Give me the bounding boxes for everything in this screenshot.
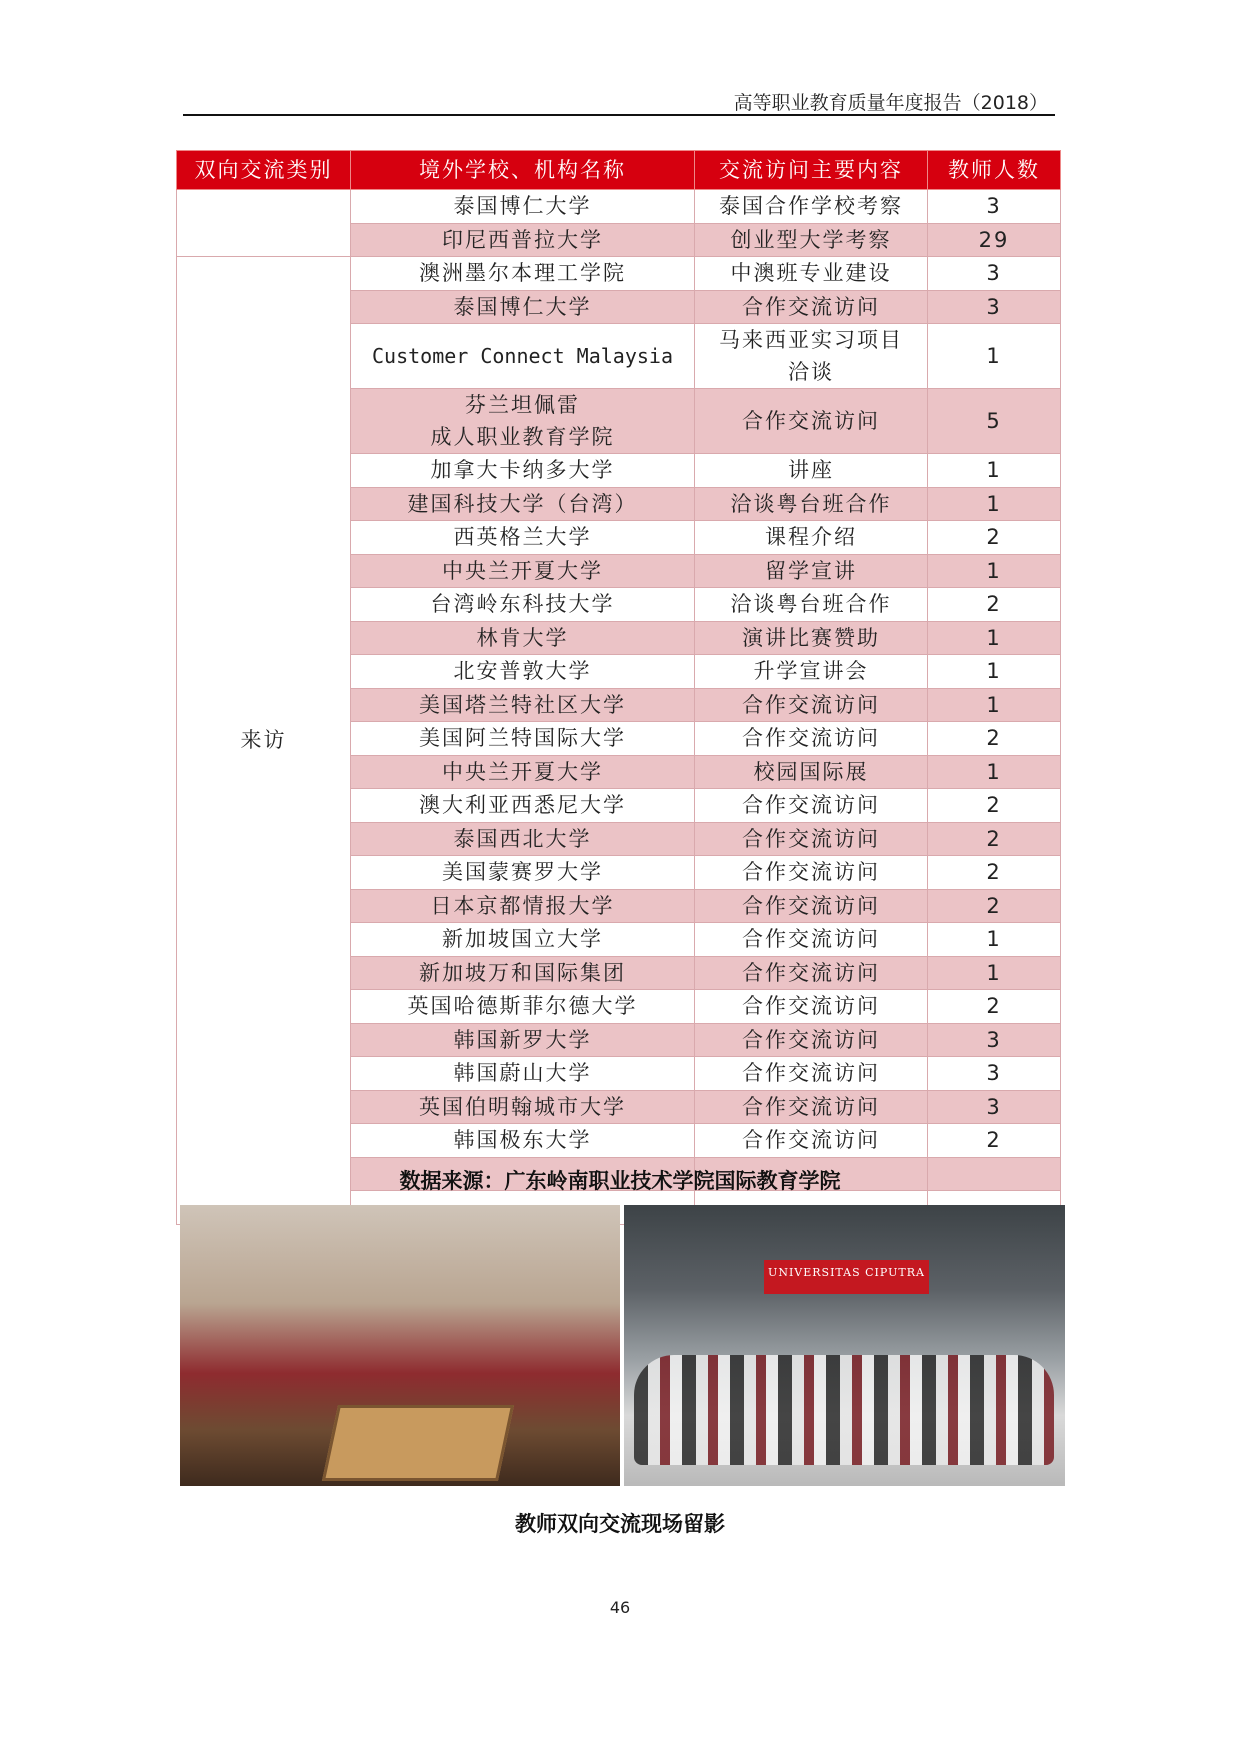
photo-group-ciputra (624, 1205, 1065, 1486)
content-cell: 合作交流访问 (695, 990, 928, 1024)
university-banner (764, 1260, 929, 1294)
category-cell: 来访 (177, 257, 351, 1225)
institution-cell: 林肯大学 (351, 621, 695, 655)
content-cell (695, 324, 928, 389)
content-cell: 合作交流访问 (695, 923, 928, 957)
content-cell: 演讲比赛赞助 (695, 621, 928, 655)
institution-cell: 西英格兰大学 (351, 521, 695, 555)
count-cell: 3 (928, 1057, 1061, 1091)
header-rule (183, 114, 1055, 116)
content-cell: 合作交流访问 (695, 822, 928, 856)
count-cell: 1 (928, 487, 1061, 521)
header-teacher-count: 教师人数 (928, 151, 1061, 190)
header-institution: 境外学校、机构名称 (351, 151, 695, 190)
page-number: 46 (609, 1598, 631, 1617)
group-crowd-shape (634, 1355, 1054, 1465)
content-cell: 合作交流访问 (695, 290, 928, 324)
photo-chess-visit (180, 1205, 620, 1486)
count-cell: 1 (928, 554, 1061, 588)
institution-cell: 建国科技大学（台湾） (351, 487, 695, 521)
photo-caption: 教师双向交流现场留影 (515, 1512, 725, 1536)
count-cell: 29 (928, 223, 1061, 257)
content-cell: 合作交流访问 (695, 789, 928, 823)
count-cell: 1 (928, 755, 1061, 789)
count-cell: 1 (928, 956, 1061, 990)
count-cell: 2 (928, 990, 1061, 1024)
content-cell: 合作交流访问 (695, 1023, 928, 1057)
content-cell: 泰国合作学校考察 (695, 190, 928, 224)
header-title: 高等职业教育质量年度报告（2018） (733, 92, 1048, 114)
institution-cell: 澳洲墨尔本理工学院 (351, 257, 695, 291)
institution-cell: 中央兰开夏大学 (351, 554, 695, 588)
institution-cell: 美国塔兰特社区大学 (351, 688, 695, 722)
count-cell: 1 (928, 923, 1061, 957)
institution-cell: 北安普敦大学 (351, 655, 695, 689)
content-cell: 合作交流访问 (695, 1057, 928, 1091)
data-source-note: 数据来源：广东岭南职业技术学院国际教育学院 (399, 1169, 841, 1193)
institution-cell: 英国哈德斯菲尔德大学 (351, 990, 695, 1024)
institution-line: 芬兰坦佩雷 (465, 393, 580, 417)
institution-cell: 新加坡国立大学 (351, 923, 695, 957)
content-cell: 校园国际展 (695, 755, 928, 789)
institution-cell: 泰国博仁大学 (351, 290, 695, 324)
count-cell: 3 (928, 290, 1061, 324)
count-cell: 2 (928, 521, 1061, 555)
exchange-table (176, 150, 1061, 1225)
content-cell: 讲座 (695, 454, 928, 488)
count-cell: 1 (928, 688, 1061, 722)
institution-line: 成人职业教育学院 (430, 425, 615, 449)
content-cell: 合作交流访问 (695, 389, 928, 454)
institution-cell: 英国伯明翰城市大学 (351, 1090, 695, 1124)
institution-cell: 台湾岭东科技大学 (351, 588, 695, 622)
institution-cell: 泰国西北大学 (351, 822, 695, 856)
institution-cell: 韩国极东大学 (351, 1124, 695, 1158)
count-cell: 1 (928, 621, 1061, 655)
institution-cell: 泰国博仁大学 (351, 190, 695, 224)
count-cell: 2 (928, 822, 1061, 856)
institution-cell: 新加坡万和国际集团 (351, 956, 695, 990)
institution-cell: 印尼西普拉大学 (351, 223, 695, 257)
content-cell: 中澳班专业建设 (695, 257, 928, 291)
count-cell: 2 (928, 789, 1061, 823)
institution-cell: 韩国新罗大学 (351, 1023, 695, 1057)
content-cell: 合作交流访问 (695, 722, 928, 756)
institution-cell: 日本京都情报大学 (351, 889, 695, 923)
count-cell: 3 (928, 257, 1061, 291)
content-cell: 洽谈粤台班合作 (695, 487, 928, 521)
count-cell: 2 (928, 889, 1061, 923)
category-cell (177, 190, 351, 257)
count-cell: 3 (928, 190, 1061, 224)
count-cell: 1 (928, 655, 1061, 689)
count-cell: 5 (928, 389, 1061, 454)
content-line: 马来西亚实习项目 (719, 328, 903, 352)
count-cell: 3 (928, 1023, 1061, 1057)
institution-cell: 韩国蔚山大学 (351, 1057, 695, 1091)
content-cell: 洽谈粤台班合作 (695, 588, 928, 622)
institution-cell: Customer Connect Malaysia (351, 324, 695, 389)
content-cell: 合作交流访问 (695, 956, 928, 990)
header-content: 交流访问主要内容 (695, 151, 928, 190)
content-cell: 创业型大学考察 (695, 223, 928, 257)
table-header-row (177, 151, 1061, 190)
table-row (177, 190, 1061, 224)
content-cell: 合作交流访问 (695, 889, 928, 923)
institution-cell: 中央兰开夏大学 (351, 755, 695, 789)
institution-cell: 美国蒙赛罗大学 (351, 856, 695, 890)
institution-cell: 加拿大卡纳多大学 (351, 454, 695, 488)
institution-cell: 美国阿兰特国际大学 (351, 722, 695, 756)
count-cell: 2 (928, 856, 1061, 890)
count-cell: 2 (928, 588, 1061, 622)
content-cell: 合作交流访问 (695, 1124, 928, 1158)
content-cell: 合作交流访问 (695, 1090, 928, 1124)
count-cell: 2 (928, 1124, 1061, 1158)
count-cell: 1 (928, 454, 1061, 488)
content-line: 洽谈 (788, 360, 834, 384)
count-cell: 1 (928, 324, 1061, 389)
banner-text: UNIVERSITAS CIPUTRA (768, 1266, 925, 1279)
chess-board-shape (322, 1405, 514, 1481)
content-cell: 合作交流访问 (695, 856, 928, 890)
content-cell: 升学宣讲会 (695, 655, 928, 689)
table-row (177, 257, 1061, 291)
header-category: 双向交流类别 (177, 151, 351, 190)
count-cell: 3 (928, 1090, 1061, 1124)
institution-cell (351, 389, 695, 454)
institution-cell: 澳大利亚西悉尼大学 (351, 789, 695, 823)
content-cell: 合作交流访问 (695, 688, 928, 722)
count-cell: 2 (928, 722, 1061, 756)
content-cell: 留学宣讲 (695, 554, 928, 588)
content-cell: 课程介绍 (695, 521, 928, 555)
